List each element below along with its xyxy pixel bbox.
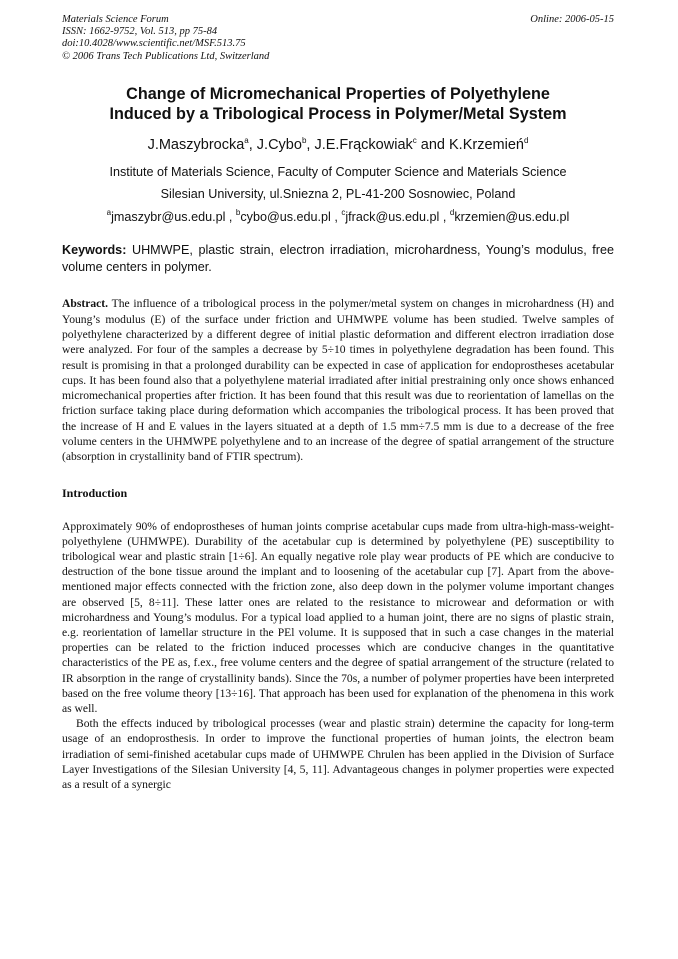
introduction-body [62,519,614,793]
keywords-text: UHMWPE, plastic strain, electron irradiation, microhardness, Young’s modulus, free volume centers in polymer. [62,243,614,275]
abstract [62,296,614,464]
email-list: $^a$jmaszybr@us.edu.pl , $^b$cybo@us.edu.pl , $^c$jfrack@us.edu.pl , $^d$krzemien@us.edu.pl [106,207,570,224]
affiliation-line-1: Institute of Materials Science, Faculty of Computer Science and Materials Science [109,164,567,179]
issn-line: ISSN: 1662-9752, Vol. 513, pp 75-84 [62,26,218,38]
journal-name: Materials Science Forum [62,14,169,25]
author-list [62,135,614,155]
paper-title [62,84,614,124]
abstract-text: The influence of a tribological process in the polymer/metal system on changes in microhardness (H) and Young’s modulus (E) of the surface under friction and UHMWPE volume has been studied. Twelve samples of polyethylene characterized by a different degree of initial plastic deformation and different electron irradiation dose were analyzed. For four of the samples a decrease by 5÷10 times in polyethylene degradation has been found. This result is promising in that a prolonged durability can be expected in case of application for endoprostheses acetabular cups. It has been found also that a polyethylene material irradiated after initial prestraining only once shows enhanced micromechanical properties after friction. It has been found that this result was due to reorientation of lamellas on the friction surface taking place during deformation which accompanies the tribological process. It has been proved that the increase of H and E values in the layers situated at a depth of 1.5 mm÷7.5 mm is due to a decrease of the free volume centers in the UHMWPE polyethylene and to an increase of the degree of spatial arrangement of the structure (absorption in crystallinity band of FTIR spectrum). [62,297,614,464]
author: K.Krzemień$^d$ [449,135,529,153]
running-header [62,14,614,63]
email-link[interactable]: $^b$cybo@us.edu.pl [235,207,331,224]
paragraph: Both the effects induced by tribological processes (wear and plastic strain) determine the capacity for long-term usage of an endoprosthesis. In order to improve the functional properties of human joints, the electron beam irradiation of semi-finished acetabular cups made of UHMWPE Chrulen has been applied in the Division of Surface Layer Investigations of the Silesian University [4, 5, 11]. Advantageous changes in polymer properties were expected as a result of a synergic [62,717,614,792]
abstract-label: Abstract. [62,297,109,311]
author: J.Cybo$^b$, [256,135,315,153]
email-link[interactable]: $^d$krzemien@us.edu.pl [449,207,570,224]
author: J.Maszybrocka$^a$, [147,135,257,153]
author: J.E.Frąckowiak$^c$ and [314,135,450,153]
paper-page [62,14,614,792]
title-line-2: Induced by a Tribological Process in Polymer/Metal System [109,104,567,123]
paragraph: Approximately 90% of endoprostheses of human joints comprise acetabular cups made from ultra-high-mass-weight-polyethylene (UHMWPE). Durability of the acetabular cup is determined by polyethylene (PE) susceptibility to tribological wear and plastic strain [1÷6]. An equally negative role play wear products of PE which are conducive to destruction of the bone tissue around the implant and to loosening of the acetabular cup [7]. Apart from the above-mentioned major effects connected with the friction zone, also deep down in the polymer volume important changes are observed [5, 8÷11]. These latter ones are related to the resistance to microwear and deformation or with microhardness and Young’s modulus. For a typical load applied to a human joint, there are no signs of plastic strain, e.g. reorientation of lamellar structure in the PEl volume. It is supposed that in such a case changes in the material properties can be related to the friction induced processes which are conducive changes in the quantitative characteristics of the PE as, f.ex., free volume centers and the degree of spatial arrangement of the structure (related to IR absorption in the range of crystallinity bands). Since the 70s, a number of polymer properties have been interpreted based on the free volume theory [13÷16]. That approach has been used for explanation of the phenomena in this work as well. [62,519,614,716]
section-heading: Introduction [62,485,128,500]
title-line-1: Change of Micromechanical Properties of Polyethylene [126,84,550,103]
online-date: Online: 2006-05-15 [530,14,614,25]
keywords [62,242,614,276]
affiliation [62,161,614,229]
email-link[interactable]: $^c$jfrack@us.edu.pl [341,207,440,224]
email-link[interactable]: $^a$jmaszybr@us.edu.pl [106,207,226,224]
keywords-label: Keywords: [62,243,127,258]
copyright-line: © 2006 Trans Tech Publications Ltd, Switzerland [62,50,270,62]
affiliation-line-2: Silesian University, ul.Sniezna 2, PL-41-200 Sosnowiec, Poland [160,187,516,202]
doi-line: doi:10.4028/www.scientific.net/MSF.513.75 [62,38,246,50]
